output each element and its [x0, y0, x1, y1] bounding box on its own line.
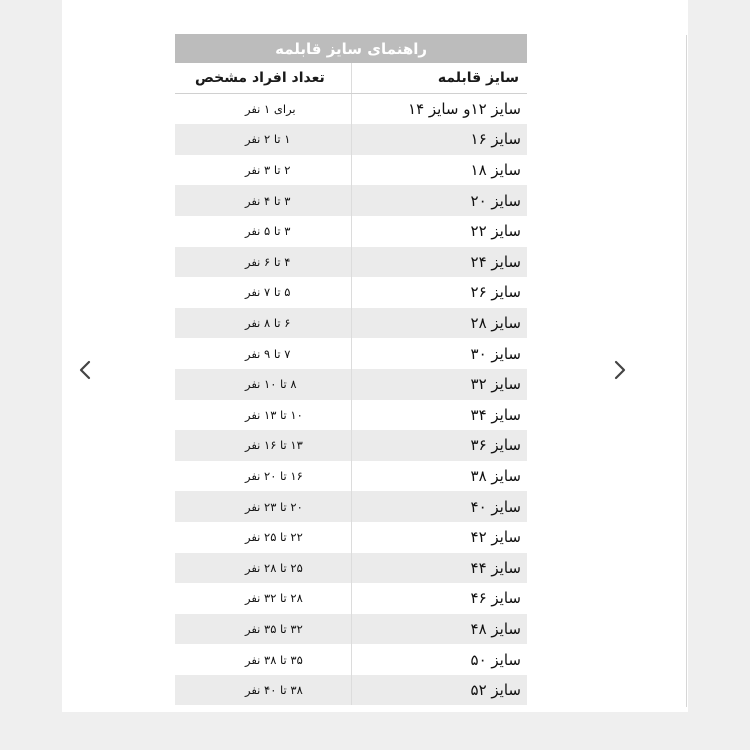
people-count-cell: ۲۸ تا ۳۲ نفر — [175, 583, 351, 614]
people-count-cell: ۸ تا ۱۰ نفر — [175, 369, 351, 400]
table-title-row — [175, 34, 527, 63]
header-people-count: تعداد افراد مشخص — [175, 63, 351, 94]
pot-size-guide-table — [175, 34, 527, 705]
pot-size-cell: سایز ۳۶ — [351, 430, 527, 461]
pot-size-cell: سایز ۴۴ — [351, 553, 527, 584]
table-row — [175, 247, 527, 278]
people-count-cell: ۱ تا ۲ نفر — [175, 124, 351, 155]
table-row — [175, 124, 527, 155]
people-count-cell: ۲۵ تا ۲۸ نفر — [175, 553, 351, 584]
pot-size-cell: سایز ۱۶ — [351, 124, 527, 155]
table-row — [175, 400, 527, 431]
people-count-cell: ۳۲ تا ۳۵ نفر — [175, 614, 351, 645]
people-count-cell: ۳ تا ۴ نفر — [175, 185, 351, 216]
table-row — [175, 430, 527, 461]
pot-size-cell: سایز ۲۲ — [351, 216, 527, 247]
people-count-cell: ۲۰ تا ۲۳ نفر — [175, 491, 351, 522]
pot-size-cell: سایز ۱۲و سایز ۱۴ — [351, 94, 527, 125]
people-count-cell: ۳۵ تا ۳۸ نفر — [175, 644, 351, 675]
table-title: راهنمای سایز قابلمه — [175, 34, 527, 63]
people-count-cell: ۲۲ تا ۲۵ نفر — [175, 522, 351, 553]
people-count-cell: ۳ تا ۵ نفر — [175, 216, 351, 247]
pot-size-cell: سایز ۵۲ — [351, 675, 527, 706]
table-row — [175, 277, 527, 308]
header-pot-size: سایز قابلمه — [351, 63, 527, 94]
pot-size-cell: سایز ۳۰ — [351, 338, 527, 369]
table-row — [175, 216, 527, 247]
table-row — [175, 675, 527, 706]
pot-size-cell: سایز ۳۴ — [351, 400, 527, 431]
viewer-divider — [686, 35, 687, 707]
pot-size-cell: سایز ۲۰ — [351, 185, 527, 216]
table-row — [175, 308, 527, 339]
pot-size-cell: سایز ۳۸ — [351, 461, 527, 492]
people-count-cell: ۱۳ تا ۱۶ نفر — [175, 430, 351, 461]
table-row — [175, 522, 527, 553]
people-count-cell: ۵ تا ۷ نفر — [175, 277, 351, 308]
pot-size-cell: سایز ۴۶ — [351, 583, 527, 614]
table-row — [175, 614, 527, 645]
table-row — [175, 338, 527, 369]
table-row — [175, 94, 527, 125]
people-count-cell: برای ۱ نفر — [175, 94, 351, 125]
pot-size-cell: سایز ۵۰ — [351, 644, 527, 675]
people-count-cell: ۶ تا ۸ نفر — [175, 308, 351, 339]
previous-image-button[interactable] — [73, 356, 97, 384]
chevron-right-icon — [613, 359, 627, 381]
table-body — [175, 94, 527, 706]
people-count-cell: ۷ تا ۹ نفر — [175, 338, 351, 369]
pot-size-cell: سایز ۲۴ — [351, 247, 527, 278]
table-header-row — [175, 63, 527, 94]
table-row — [175, 185, 527, 216]
pot-size-cell: سایز ۲۶ — [351, 277, 527, 308]
people-count-cell: ۳۸ تا ۴۰ نفر — [175, 675, 351, 706]
pot-size-cell: سایز ۴۸ — [351, 614, 527, 645]
table-row — [175, 583, 527, 614]
table-row — [175, 553, 527, 584]
table-row — [175, 644, 527, 675]
people-count-cell: ۴ تا ۶ نفر — [175, 247, 351, 278]
table-row — [175, 369, 527, 400]
pot-size-cell: سایز ۳۲ — [351, 369, 527, 400]
table-row — [175, 491, 527, 522]
table-row — [175, 461, 527, 492]
next-image-button[interactable] — [608, 356, 632, 384]
chevron-left-icon — [78, 359, 92, 381]
pot-size-cell: سایز ۱۸ — [351, 155, 527, 186]
people-count-cell: ۱۶ تا ۲۰ نفر — [175, 461, 351, 492]
table-row — [175, 155, 527, 186]
pot-size-cell: سایز ۴۰ — [351, 491, 527, 522]
people-count-cell: ۱۰ تا ۱۳ نفر — [175, 400, 351, 431]
pot-size-cell: سایز ۲۸ — [351, 308, 527, 339]
people-count-cell: ۲ تا ۳ نفر — [175, 155, 351, 186]
pot-size-cell: سایز ۴۲ — [351, 522, 527, 553]
